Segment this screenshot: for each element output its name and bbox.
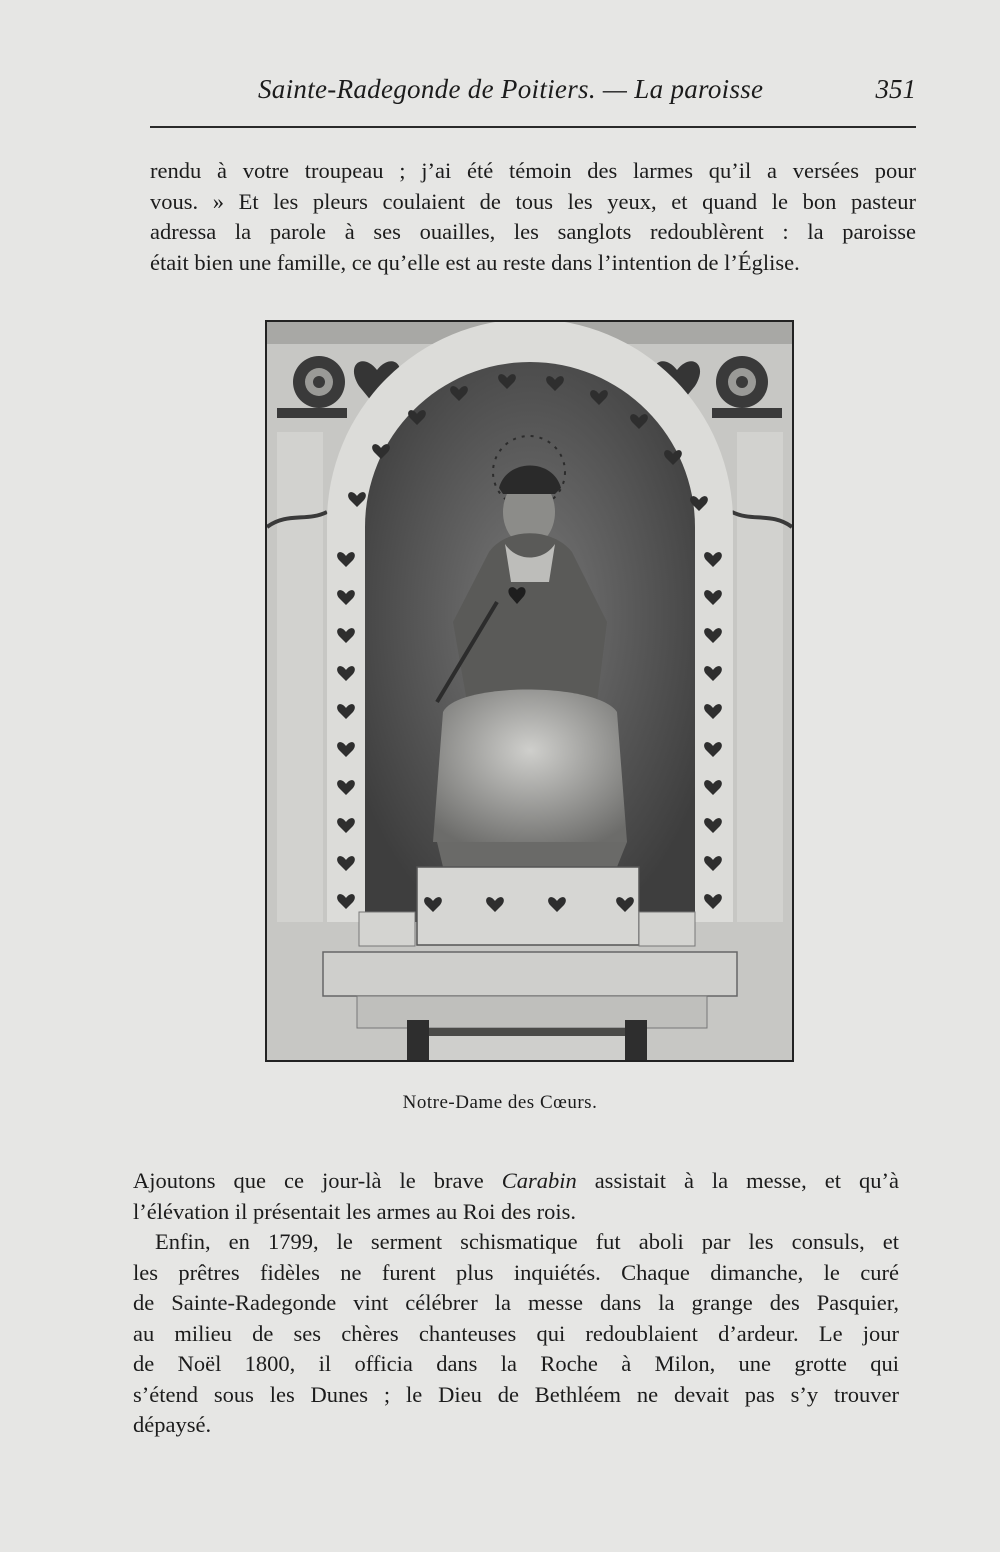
text-line: de Sainte-Radegonde vint célébrer la messe dans la grange des Pasquier, [133,1290,899,1315]
text-segment: Ajoutons que ce jour-là le brave [133,1168,502,1193]
figure-caption: Notre-Dame des Cœurs. [402,1092,598,1113]
running-header [150,74,916,114]
text-line: les prêtres fidèles ne furent plus inquiétés. Chaque dimanche, le curé [133,1259,899,1285]
text-line: adressa la parole à ses ouailles, les sanglots redoublèrent : la paroisse [150,219,916,244]
running-title: Sainte-Radegonde de Poitiers. — La paroisse [258,74,764,104]
text-line: était bien une famille, ce qu’elle est au reste dans l’intention de l’Église. [150,249,800,275]
text-line [133,1166,899,1197]
photo-illustration [267,322,792,1060]
paragraph-opening [150,156,916,278]
text-line: l’élévation il présentait les armes au Roi des rois. [133,1198,577,1224]
text-line: au milieu de ses chères chanteuses qui redoublaient d’ardeur. Le jour [133,1320,899,1346]
text-line: Enfin, en 1799, le serment schismatique fut aboli par les consuls, et [155,1229,899,1254]
statue-photograph [265,320,794,1062]
text-line: de Noël 1800, il officia dans la Roche à Milon, une grotte qui [133,1351,899,1376]
header-rule [150,126,916,128]
text-segment: assistait à la messe, et qu’à [576,1168,899,1193]
text-line: vous. » Et les pleurs coulaient de tous les yeux, et quand le bon pasteur [150,188,916,214]
text-line: rendu à votre troupeau ; j’ai été témoin des larmes qu’il a versées pour [150,158,916,183]
paragraph-enfin [133,1227,899,1441]
paragraph-carabin [133,1166,899,1227]
text-line: dépaysé. [133,1412,212,1437]
text-line: s’étend sous les Dunes ; le Dieu de Bethléem ne devait pas s’y trouver [133,1381,899,1407]
italic-name: Carabin [501,1168,577,1193]
page-number: 351 [875,74,916,104]
